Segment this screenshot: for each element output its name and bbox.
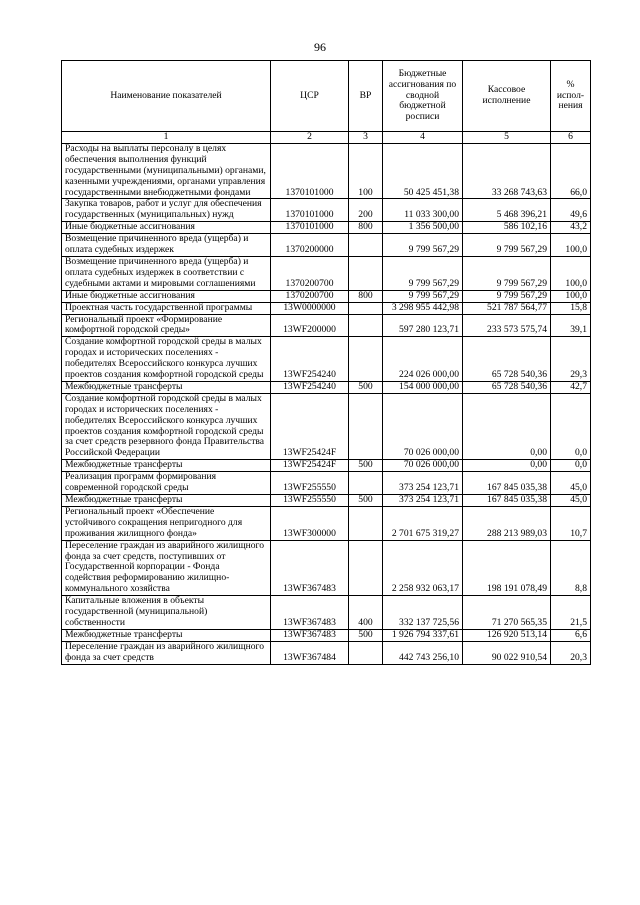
row-name: Иные бюджетные ассигнования	[62, 222, 271, 234]
row-budget: 70 026 000,00	[383, 460, 463, 472]
row-budget: 2 701 675 319,27	[383, 506, 463, 540]
table-row	[62, 641, 591, 664]
row-cash: 126 920 513,14	[463, 629, 551, 641]
row-name: Закупка товаров, работ и услуг для обеспечения государственных (муниципальных) нужд	[62, 199, 271, 222]
row-cash: 65 728 540,36	[463, 337, 551, 382]
table-row	[62, 256, 591, 290]
row-vr: 400	[349, 596, 383, 630]
row-pct: 43,2	[551, 222, 591, 234]
row-name: Межбюджетные трансферты	[62, 629, 271, 641]
table-row	[62, 393, 591, 459]
row-csr: 13WF254240	[271, 337, 349, 382]
table-body	[62, 143, 591, 664]
budget-execution-table	[61, 60, 591, 665]
row-cash: 198 191 078,49	[463, 540, 551, 596]
row-vr: 500	[349, 381, 383, 393]
row-vr: 200	[349, 199, 383, 222]
row-name: Переселение граждан из аварийного жилищного фонда за счет средств, поступивших от Государственной корпорации - Фонда содействия реформированию жилищно-коммунального хозяйства	[62, 540, 271, 596]
table-row	[62, 314, 591, 337]
row-name: Проектная часть государственной программы	[62, 302, 271, 314]
row-budget: 1 926 794 337,61	[383, 629, 463, 641]
row-csr: 1370200000	[271, 234, 349, 257]
table-row	[62, 199, 591, 222]
row-budget: 154 000 000,00	[383, 381, 463, 393]
table-row	[62, 629, 591, 641]
row-vr: 500	[349, 460, 383, 472]
row-budget: 3 298 955 442,98	[383, 302, 463, 314]
table-row	[62, 596, 591, 630]
row-csr: 1370101000	[271, 222, 349, 234]
row-vr: 500	[349, 629, 383, 641]
table-row	[62, 472, 591, 495]
table-row	[62, 290, 591, 302]
row-pct: 15,8	[551, 302, 591, 314]
row-pct: 0,0	[551, 460, 591, 472]
row-name: Реализация программ формирования современной городской среды	[62, 472, 271, 495]
header-cash: Кассовое исполнение	[463, 61, 551, 132]
col-number: 1	[62, 132, 271, 144]
row-name: Расходы на выплаты персоналу в целях обеспечения выполнения функций государственными (муниципальными) органами, казенными учреждениями, органами управления государственными внебюджетными фондами	[62, 143, 271, 199]
row-csr: 1370101000	[271, 199, 349, 222]
page-number: 96	[314, 40, 326, 54]
row-budget: 1 356 500,00	[383, 222, 463, 234]
row-vr	[349, 393, 383, 459]
row-name: Межбюджетные трансферты	[62, 381, 271, 393]
row-csr: 13WF25424F	[271, 393, 349, 459]
row-vr	[349, 506, 383, 540]
row-pct: 49,6	[551, 199, 591, 222]
row-name: Создание комфортной городской среды в малых городах и исторических поселениях - победителях Всероссийского конкурса лучших проектов создания комфортной городской среды	[62, 337, 271, 382]
table-row	[62, 495, 591, 507]
row-pct: 20,3	[551, 641, 591, 664]
row-cash: 33 268 743,63	[463, 143, 551, 199]
row-pct: 100,0	[551, 256, 591, 290]
col-number: 3	[349, 132, 383, 144]
row-pct: 10,7	[551, 506, 591, 540]
row-budget: 50 425 451,38	[383, 143, 463, 199]
row-vr	[349, 256, 383, 290]
row-cash: 0,00	[463, 393, 551, 459]
table-row	[62, 234, 591, 257]
row-csr: 13WF25424F	[271, 460, 349, 472]
row-cash: 9 799 567,29	[463, 290, 551, 302]
row-pct: 66,0	[551, 143, 591, 199]
row-cash: 521 787 564,77	[463, 302, 551, 314]
table-row	[62, 381, 591, 393]
header-name: Наименование показателей	[62, 61, 271, 132]
table-row	[62, 302, 591, 314]
row-csr: 13WF367483	[271, 629, 349, 641]
row-name: Капитальные вложения в объекты государственной (муниципальной) собственности	[62, 596, 271, 630]
row-budget: 9 799 567,29	[383, 234, 463, 257]
row-vr	[349, 641, 383, 664]
row-cash: 167 845 035,38	[463, 495, 551, 507]
row-name: Иные бюджетные ассигнования	[62, 290, 271, 302]
row-name: Межбюджетные трансферты	[62, 495, 271, 507]
row-name: Возмещение причиненного вреда (ущерба) и оплата судебных издержек в соответствии с судебными актами и мировыми соглашениями	[62, 256, 271, 290]
row-name: Региональный проект «Формирование комфортной городской среды»	[62, 314, 271, 337]
row-pct: 21,5	[551, 596, 591, 630]
row-vr	[349, 337, 383, 382]
row-pct: 6,6	[551, 629, 591, 641]
row-pct: 8,8	[551, 540, 591, 596]
table-row	[62, 222, 591, 234]
row-csr: 13W0000000	[271, 302, 349, 314]
table-row	[62, 337, 591, 382]
row-csr: 13WF200000	[271, 314, 349, 337]
table-row	[62, 540, 591, 596]
row-cash: 586 102,16	[463, 222, 551, 234]
row-csr: 13WF255550	[271, 495, 349, 507]
row-cash: 9 799 567,29	[463, 234, 551, 257]
row-csr: 13WF367484	[271, 641, 349, 664]
table-row	[62, 460, 591, 472]
row-csr: 1370200700	[271, 290, 349, 302]
row-vr	[349, 234, 383, 257]
row-csr: 13WF300000	[271, 506, 349, 540]
row-budget: 373 254 123,71	[383, 472, 463, 495]
row-budget: 332 137 725,56	[383, 596, 463, 630]
column-numbers-row	[62, 132, 591, 144]
row-cash: 65 728 540,36	[463, 381, 551, 393]
row-pct: 0,0	[551, 393, 591, 459]
row-name: Возмещение причиненного вреда (ущерба) и оплата судебных издержек	[62, 234, 271, 257]
row-budget: 9 799 567,29	[383, 290, 463, 302]
row-cash: 71 270 565,35	[463, 596, 551, 630]
row-budget: 224 026 000,00	[383, 337, 463, 382]
row-cash: 0,00	[463, 460, 551, 472]
row-cash: 90 022 910,54	[463, 641, 551, 664]
row-budget: 9 799 567,29	[383, 256, 463, 290]
header-vr: ВР	[349, 61, 383, 132]
col-number: 4	[383, 132, 463, 144]
row-pct: 42,7	[551, 381, 591, 393]
row-vr: 500	[349, 495, 383, 507]
header-pct: % испол-нения	[551, 61, 591, 132]
row-csr: 1370101000	[271, 143, 349, 199]
row-vr: 100	[349, 143, 383, 199]
row-pct: 100,0	[551, 234, 591, 257]
row-vr	[349, 472, 383, 495]
row-csr: 13WF254240	[271, 381, 349, 393]
row-pct: 45,0	[551, 472, 591, 495]
col-number: 2	[271, 132, 349, 144]
row-pct: 45,0	[551, 495, 591, 507]
row-csr: 13WF367483	[271, 596, 349, 630]
row-name: Создание комфортной городской среды в малых городах и исторических поселениях - победителях Всероссийского конкурса лучших проектов создания комфортной городской среды за счет средств резервного фонда Правительства Российской Федерации	[62, 393, 271, 459]
row-vr	[349, 540, 383, 596]
table-row	[62, 506, 591, 540]
col-number: 5	[463, 132, 551, 144]
row-budget: 442 743 256,10	[383, 641, 463, 664]
row-cash: 233 573 575,74	[463, 314, 551, 337]
table-row	[62, 143, 591, 199]
row-csr: 13WF367483	[271, 540, 349, 596]
row-cash: 288 213 989,03	[463, 506, 551, 540]
row-name: Переселение граждан из аварийного жилищного фонда за счет средств	[62, 641, 271, 664]
row-csr: 13WF255550	[271, 472, 349, 495]
row-budget: 11 033 300,00	[383, 199, 463, 222]
col-number: 6	[551, 132, 591, 144]
row-vr: 800	[349, 290, 383, 302]
row-vr: 800	[349, 222, 383, 234]
row-pct: 100,0	[551, 290, 591, 302]
row-vr	[349, 302, 383, 314]
header-csr: ЦСР	[271, 61, 349, 132]
row-name: Региональный проект «Обеспечение устойчивого сокращения непригодного для проживания жилищного фонда»	[62, 506, 271, 540]
row-budget: 373 254 123,71	[383, 495, 463, 507]
row-pct: 29,3	[551, 337, 591, 382]
header-budget: Бюджетные ассигнования по сводной бюджетной росписи	[383, 61, 463, 132]
row-budget: 70 026 000,00	[383, 393, 463, 459]
row-cash: 167 845 035,38	[463, 472, 551, 495]
row-vr	[349, 314, 383, 337]
table-header-row	[62, 61, 591, 132]
row-cash: 5 468 396,21	[463, 199, 551, 222]
row-name: Межбюджетные трансферты	[62, 460, 271, 472]
row-budget: 2 258 932 063,17	[383, 540, 463, 596]
row-pct: 39,1	[551, 314, 591, 337]
row-budget: 597 280 123,71	[383, 314, 463, 337]
row-csr: 1370200700	[271, 256, 349, 290]
row-cash: 9 799 567,29	[463, 256, 551, 290]
